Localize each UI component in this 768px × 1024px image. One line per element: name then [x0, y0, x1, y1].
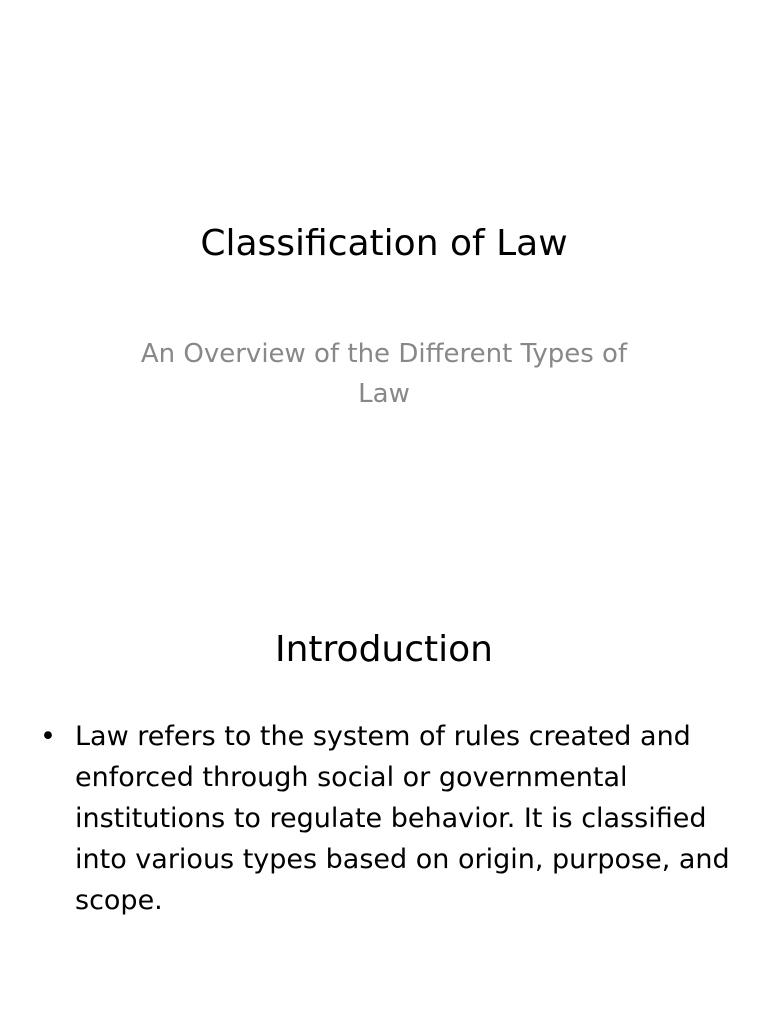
slide-title: Introduction — [274, 629, 493, 670]
slide-title: Classification of Law — [200, 223, 568, 264]
bullet-list — [40, 716, 730, 921]
bullet-icon: • — [40, 721, 56, 752]
slide-subtitle: An Overview of the Different Types of Law — [140, 339, 628, 409]
introduction-slide — [0, 576, 768, 1024]
bullet-item — [40, 716, 730, 921]
bullet-text: Law refers to the system of rules created and enforced through social or governmental institutions to regulate behavior. It is classified into various types based on origin, purpose, and scope. — [75, 721, 730, 916]
